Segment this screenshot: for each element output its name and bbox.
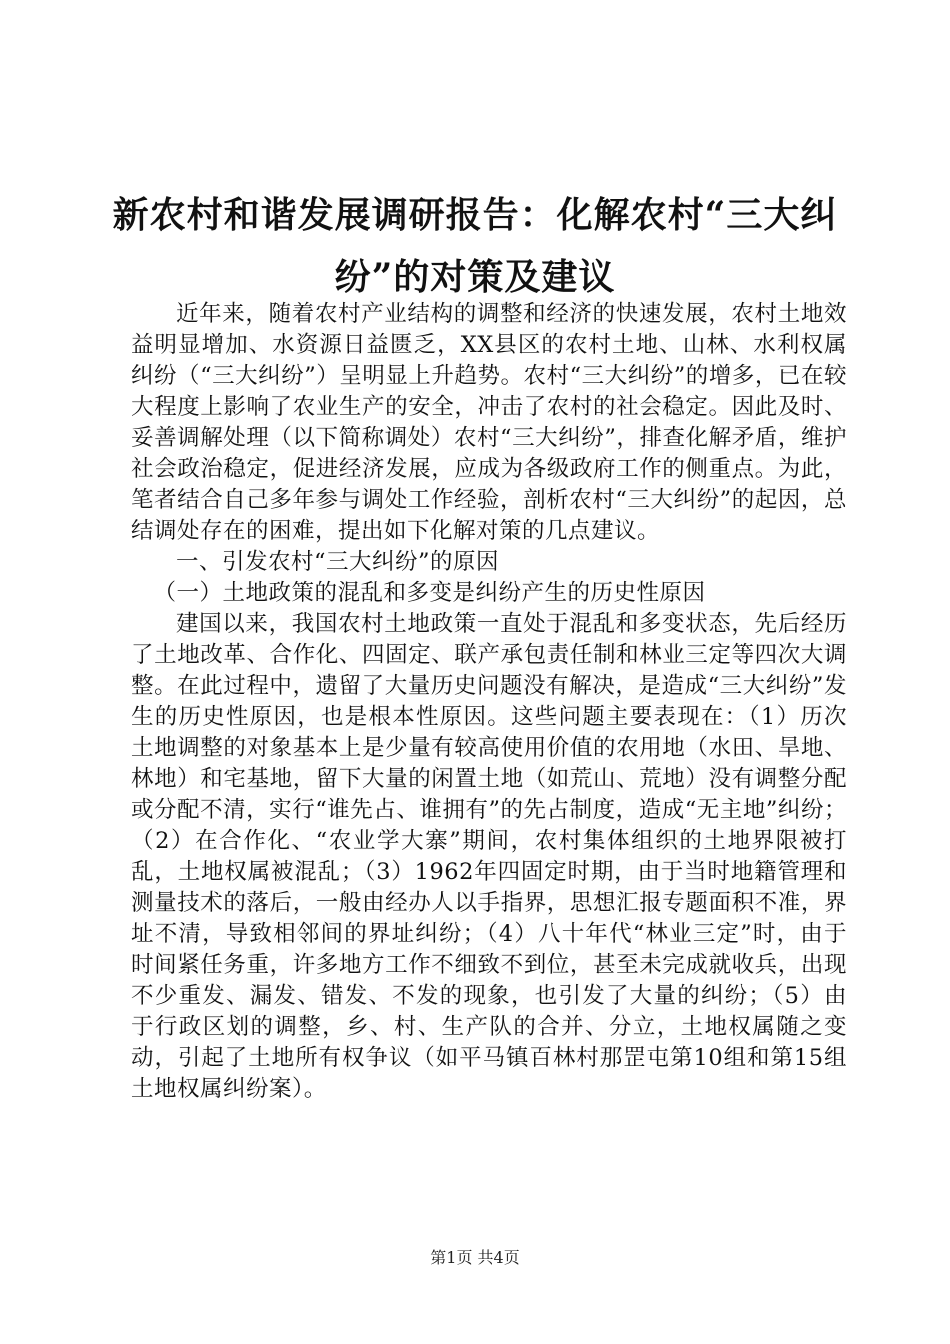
title-line-1: 新农村和谐发展调研报告：化解农村“三大纠 (112, 194, 838, 236)
document-title (100, 184, 850, 308)
document-body (131, 299, 847, 1105)
subsection-heading: （一）土地政策的混乱和多变是纠纷产生的历史性原因 (153, 580, 706, 606)
page-footer: 第1页 共4页 (430, 1248, 520, 1267)
section-heading: 一、引发农村“三大纠纷”的原因 (176, 549, 500, 575)
intro-paragraph: 近年来，随着农村产业结构的调整和经济的快速发展，农村土地效益明显增加、水资源日益匮乏，XX县区的农村土地、山林、水利权属纠纷（“三大纠纷”）呈明显上升趋势。农村“三大纠纷”的增多，已在较大程度上影响了农业生产的安全，冲击了农村的社会稳定。因此及时、妥善调解处理（以下简称调处）农村“三大纠纷”，排查化解矛盾，维护社会政治稳定，促进经济发展，应成为各级政府工作的侧重点。为此，笔者结合自己多年参与调处工作经验，剖析农村“三大纠纷”的起因，总结调处存在的困难，提出如下化解对策的几点建议。 (131, 301, 847, 544)
title-line-2: 纷”的对策及建议 (334, 256, 616, 298)
body-paragraph: 建国以来，我国农村土地政策一直处于混乱和多变状态，先后经历了土地改革、合作化、四固定、联产承包责任制和林业三定等四次大调整。在此过程中，遗留了大量历史问题没有解决，是造成“三大纠纷”发生的历史性原因，也是根本性原因。这些问题主要表现在：（1）历次土地调整的对象基本上是少量有较高使用价值的农用地（水田、旱地、林地）和宅基地，留下大量的闲置土地（如荒山、荒地）没有调整分配或分配不清，实行“谁先占、谁拥有”的先占制度，造成“无主地”纠纷；（2）在合作化、“农业学大寨”期间，农村集体组织的土地界限被打乱，土地权属被混乱；（3）1962年四固定时期，由于当时地籍管理和测量技术的落后，一般由经办人以手指界，思想汇报专题面积不准，界址不清，导致相邻间的界址纠纷；（4）八十年代“林业三定”时，由于时间紧任务重，许多地方工作不细致不到位，甚至未完成就收兵，出现不少重发、漏发、错发、不发的现象，也引发了大量的纠纷；（5）由于行政区划的调整，乡、村、生产队的合并、分立，土地权属随之变动，引起了土地所有权争议（如平马镇百林村那罡屯第10组和第15组土地权属纠纷案）。 (131, 611, 847, 1102)
